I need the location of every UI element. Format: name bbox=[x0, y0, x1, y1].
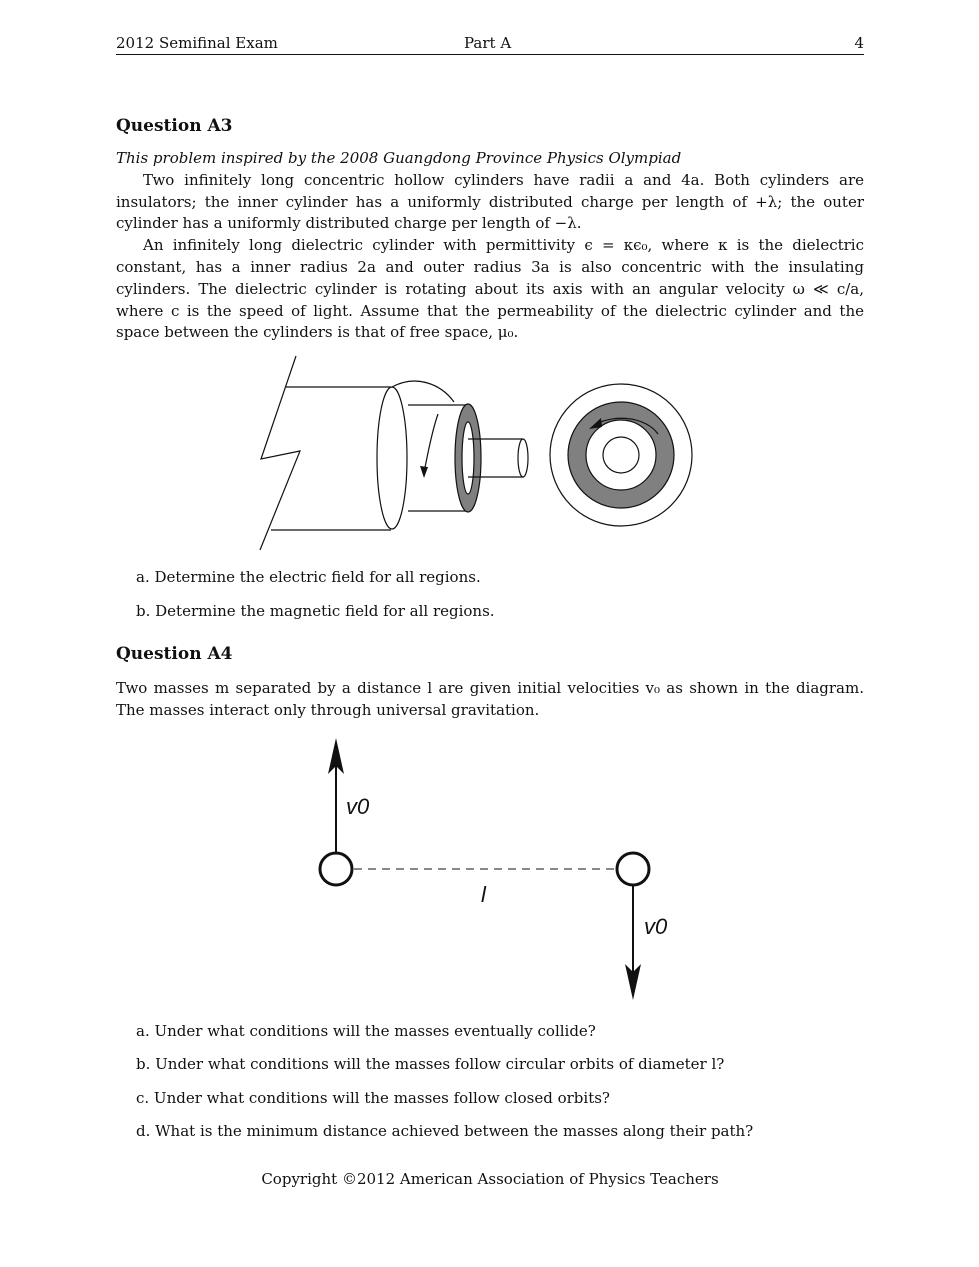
exam-page bbox=[116, 34, 864, 1188]
rotation-arrow bbox=[424, 414, 438, 472]
header-exam-title: 2012 Semifinal Exam bbox=[116, 34, 278, 52]
q3-paragraph-1: Two infinitely long concentric hollow cylinders have radii a and 4a. Both cylinders are insulators; the inner cylinder has a uniformly distributed charge per length of +λ; the outer cylinder has a uniformly distributed charge per length of −λ. bbox=[116, 170, 864, 233]
q4-item-c: c. Under what conditions will the masses follow closed orbits? bbox=[136, 1089, 610, 1107]
header-part: Part A bbox=[464, 34, 512, 52]
page-header bbox=[116, 34, 864, 55]
coaxial-cylinder-diagram bbox=[256, 354, 726, 554]
mass-right bbox=[617, 853, 649, 885]
velocity-label-left: v0 bbox=[346, 794, 370, 819]
mass-left bbox=[320, 853, 352, 885]
q4-item-a: a. Under what conditions will the masses eventually collide? bbox=[136, 1022, 596, 1040]
q3-inspiration-text: This problem inspired by the 2008 Guangdong Province Physics Olympiad bbox=[116, 149, 682, 167]
header-page-number: 4 bbox=[854, 34, 864, 52]
two-mass-diagram bbox=[316, 736, 676, 1006]
velocity-label-right: v0 bbox=[644, 914, 668, 939]
question-a3-title: Question A3 bbox=[116, 116, 233, 136]
q3-item-a: a. Determine the electric field for all regions. bbox=[136, 568, 481, 586]
outer-cylinder-end bbox=[377, 387, 407, 529]
question-a4-body bbox=[116, 678, 864, 722]
copyright-footer: Copyright ©2012 American Association of Physics Teachers bbox=[261, 1170, 719, 1188]
outer-cylinder-break bbox=[260, 356, 300, 550]
q4-item-d: d. What is the minimum distance achieved between the masses along their path? bbox=[136, 1122, 754, 1140]
distance-label: l bbox=[481, 882, 486, 907]
question-a4-title: Question A4 bbox=[116, 644, 233, 664]
inner-cylinder-end bbox=[518, 439, 528, 477]
q3-paragraph-2: An infinitely long dielectric cylinder with permittivity ϵ = κϵ₀, where κ is the dielectric constant, has a inner radius 2a and outer radius 3a is also concentric with the insulating cylinders. The dielectric cylinder is rotating about its axis with an angular velocity ω ≪ c/a, where c is the speed of light. Assume that the permeability of the dielectric cylinder and the space between the cylinders is that of free space, μ₀. bbox=[116, 236, 864, 342]
q3-item-b: b. Determine the magnetic field for all regions. bbox=[136, 602, 495, 620]
question-a3-body bbox=[116, 148, 864, 344]
q3-inspiration bbox=[116, 148, 864, 170]
q4-item-b: b. Under what conditions will the masses follow circular orbits of diameter l? bbox=[136, 1055, 725, 1073]
end-view-inner bbox=[603, 437, 639, 473]
q4-paragraph: Two masses m separated by a distance l are given initial velocities v₀ as shown in the diagram. The masses interact only through universal gravitation. bbox=[116, 679, 864, 719]
